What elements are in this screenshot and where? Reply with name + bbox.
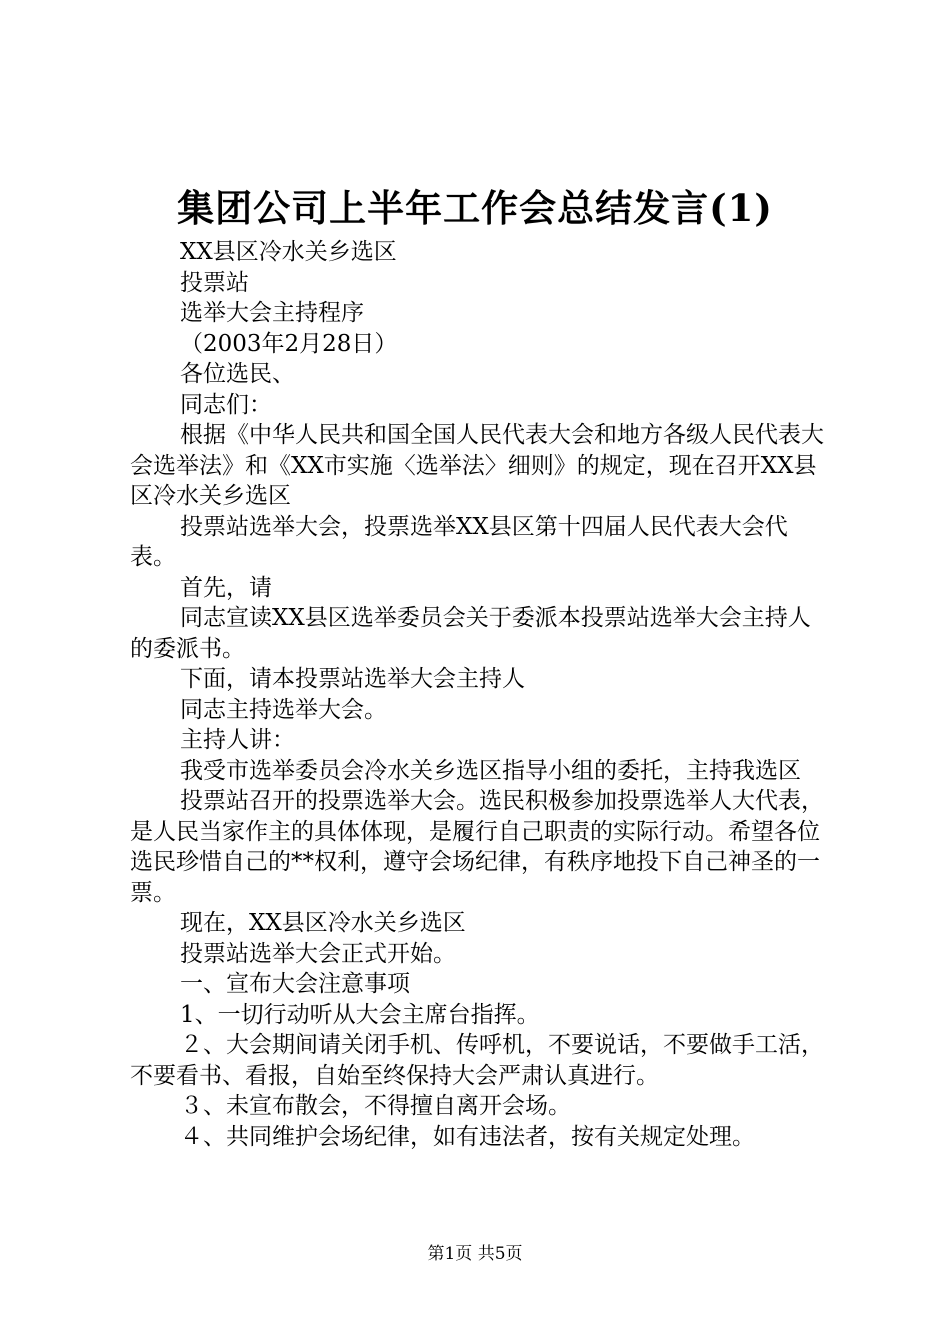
paragraph-12: 同志主持选举大会。 [180, 696, 387, 723]
paragraph-7: 根据《中华人民共和国全国人民代表大会和地方各级人民代表大会选举法》和《XX市实施〈选举法〉细则》的规定，现在召开XX县区冷水关乡选区 [130, 422, 824, 509]
paragraph-8: 投票站选举大会，投票选举XX县区第十四届人民代表大会代表。 [130, 513, 788, 570]
document-title: 集团公司上半年工作会总结发言(1) [177, 186, 773, 230]
paragraph-22: ４、共同维护会场纪律，如有违法者，按有关规定处理。 [180, 1123, 755, 1150]
paragraph-10: 同志宣读XX县区选举委员会关于委派本投票站选举大会主持人的委派书。 [130, 605, 811, 662]
paragraph-4: （2003年2月28日） [180, 330, 398, 357]
paragraph-1: XX县区冷水关乡选区 [180, 239, 397, 265]
paragraph-2: 投票站 [180, 269, 249, 296]
paragraph-11: 下面，请本投票站选举大会主持人 [180, 666, 525, 692]
paragraph-5: 各位选民、 [180, 361, 295, 387]
page-footer: 第1页 共5页 [427, 1244, 523, 1264]
paragraph-13: 主持人讲： [180, 727, 295, 753]
paragraph-15: 投票站召开的投票选举大会。选民积极参加投票选举人大代表，是人民当家作主的具体体现，是履行自己职责的实际行动。希望各位选民珍惜自己的**权利，遵守会场纪律，有秩序地投下自己神圣的一票。 [130, 788, 824, 906]
paragraph-21: ３、未宣布散会，不得擅自离开会场。 [180, 1093, 571, 1119]
paragraph-6: 同志们： [180, 391, 272, 418]
paragraph-14: 我受市选举委员会冷水关乡选区指导小组的委托，主持我选区 [180, 757, 801, 784]
paragraph-16: 现在，XX县区冷水关乡选区 [180, 910, 466, 936]
paragraph-18: 一、宣布大会注意事项 [180, 971, 410, 997]
document-body [130, 237, 830, 1152]
paragraph-3: 选举大会主持程序 [180, 300, 364, 326]
paragraph-19: 1、一切行动听从大会主席台指挥。 [180, 1001, 540, 1028]
paragraph-20: ２、大会期间请关闭手机、传呼机，不要说话，不要做手工活，不要看书、看报，自始至终保持大会严肃认真进行。 [130, 1032, 824, 1089]
paragraph-17: 投票站选举大会正式开始。 [180, 940, 456, 967]
paragraph-9: 首先，请 [180, 574, 272, 601]
